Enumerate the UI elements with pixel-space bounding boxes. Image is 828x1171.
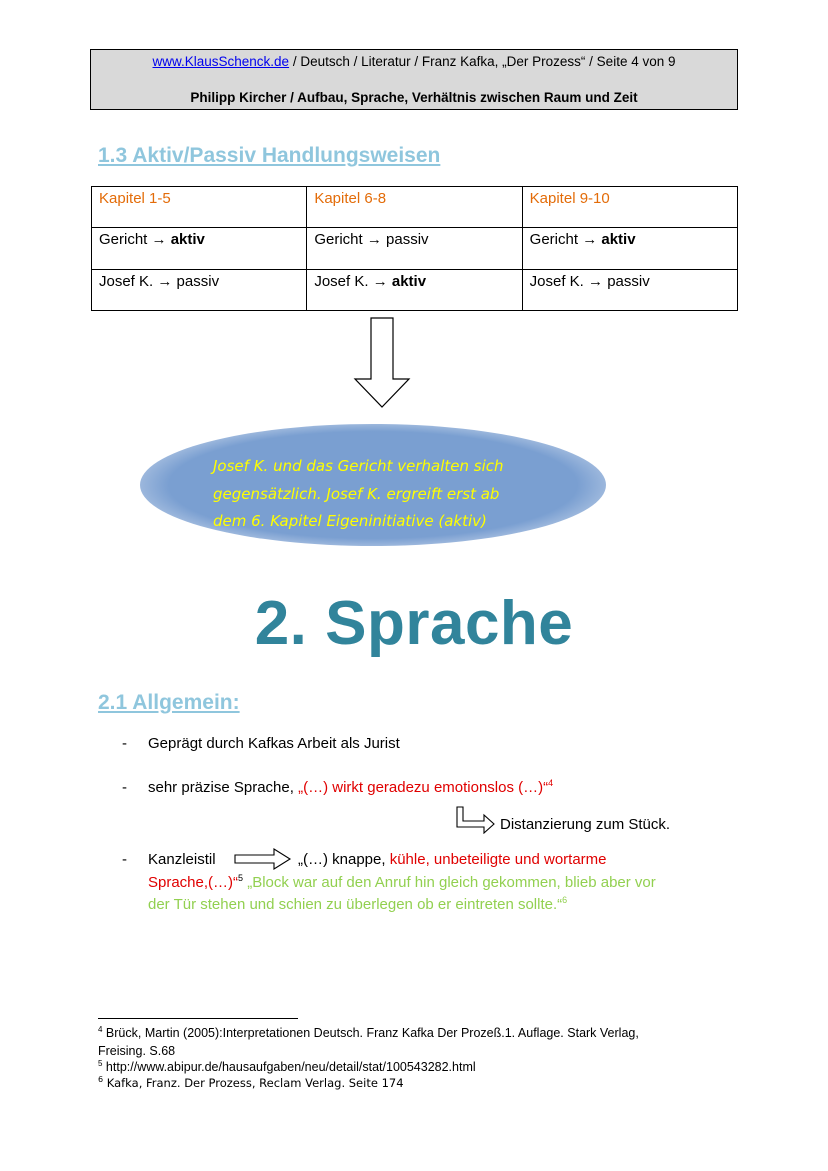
table-row-gericht xyxy=(92,228,738,269)
table-cell: Josef K. → aktiv xyxy=(307,269,522,310)
bullet-1-text: Geprägt durch Kafkas Arbeit als Jurist xyxy=(148,735,400,752)
aktiv-passiv-table xyxy=(91,186,738,311)
section-heading-1-3: 1.3 Aktiv/Passiv Handlungsweisen xyxy=(98,144,441,167)
table-cell: Josef K. → passiv xyxy=(522,269,737,310)
distanzierung-text: Distanzierung zum Stück. xyxy=(500,816,671,833)
table-cell: Gericht → aktiv xyxy=(522,228,737,269)
table-header-row xyxy=(92,187,738,228)
table-header-cell: Kapitel 6-8 xyxy=(307,187,522,228)
kanzleistil-line-3: der Tür stehen und schien zu überlegen ob er eintreten sollte.“$^6$ xyxy=(148,895,568,913)
summary-text: Josef K. und das Gericht verhalten sich gegensätzlich. Josef K. ergreift erst ab dem 6. Kapitel Eigeninitiative (aktiv) xyxy=(213,457,504,530)
abipur-link[interactable]: http://www.abipur.de/hausaufgaben/neu/detail/stat/100543282.html xyxy=(102,1060,476,1074)
table-row-josef xyxy=(92,269,738,310)
header-subtitle: Philipp Kircher / Aufbau, Sprache, Verhältnis zwischen Raum und Zeit xyxy=(190,90,638,105)
bullet-2-text: sehr präzise Sprache, „(…) wirkt geradezu emotionslos (…)“$^4$ xyxy=(148,778,554,796)
table-cell: Josef K. → passiv xyxy=(92,269,307,310)
footnote-4-cont: Freising. S.68 xyxy=(98,1044,176,1058)
table-header-cell: Kapitel 1-5 xyxy=(92,187,307,228)
footnote-4: $^4$ Brück, Martin (2005):Interpretationen Deutsch. Franz Kafka Der Prozeß.1. Auflage. Stark Verlag, xyxy=(98,1024,639,1040)
table-cell: Gericht → passiv xyxy=(307,228,522,269)
bullet-dash: - xyxy=(122,735,127,752)
table-header-cell: Kapitel 9-10 xyxy=(522,187,737,228)
bullet-dash: - xyxy=(122,851,127,868)
bullet-dash: - xyxy=(122,779,127,796)
kanzleistil-label: Kanzleistil xyxy=(148,851,216,868)
kanzleistil-quote: „(…) knappe, kühle, unbeteiligte und wortarme xyxy=(298,851,607,868)
down-arrow-icon xyxy=(353,317,411,409)
footnote-6: $^6$ Kafka, Franz. Der Prozess, Reclam Verlag. Seite 174 xyxy=(98,1075,404,1090)
kanzleistil-line-2: Sprache,(…)“$^5$ „Block war auf den Anruf hin gleich gekommen, blieb aber vor xyxy=(148,873,656,891)
corner-arrow-icon xyxy=(456,806,496,834)
header-line-1 xyxy=(91,54,737,69)
footnote-divider xyxy=(98,1018,298,1019)
chapter-title: 2. Sprache xyxy=(254,589,574,658)
page-header xyxy=(90,49,738,110)
table-cell: Gericht → aktiv xyxy=(92,228,307,269)
right-arrow-icon xyxy=(234,848,292,870)
header-breadcrumb: / Deutsch / Literatur / Franz Kafka, „Der Prozess“ / Seite 4 von 9 xyxy=(289,54,676,69)
footnote-5: $^5$ http://www.abipur.de/hausaufgaben/neu/detail/stat/100543282.html xyxy=(98,1058,476,1074)
section-heading-2-1: 2.1 Allgemein: xyxy=(98,691,240,714)
klausschenck-link[interactable]: www.KlausSchenck.de xyxy=(152,54,290,69)
